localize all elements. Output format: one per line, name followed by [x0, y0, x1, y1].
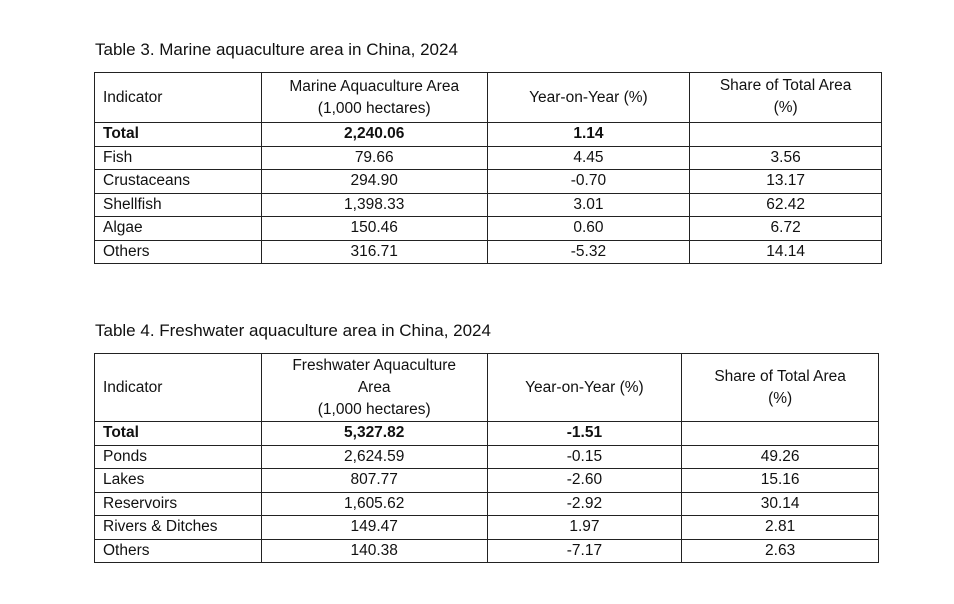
cell-area: 2,240.06 [261, 123, 487, 147]
header-share-line: Share of Total Area [719, 77, 852, 94]
header-area-line: (1,000 hectares) [317, 99, 431, 117]
cell-area: 1,398.33 [261, 193, 487, 217]
cell-area: 316.71 [261, 240, 487, 264]
table-row [95, 217, 882, 241]
header-share-line: (%) [768, 389, 793, 407]
cell-area: 5,327.82 [261, 422, 487, 446]
header-area [261, 73, 487, 123]
cell-yoy: 4.45 [487, 146, 690, 170]
cell-indicator: Total [95, 422, 262, 446]
cell-share: 2.63 [682, 539, 879, 563]
cell-indicator: Reservoirs [95, 492, 262, 516]
table-row [95, 146, 882, 170]
cell-share: 6.72 [690, 217, 882, 241]
cell-area: 149.47 [261, 516, 487, 540]
cell-share [682, 422, 879, 446]
cell-yoy: -5.32 [487, 240, 690, 264]
cell-indicator: Ponds [95, 445, 262, 469]
cell-area: 150.46 [261, 217, 487, 241]
table-row [95, 170, 882, 194]
cell-area: 294.90 [261, 170, 487, 194]
header-area [261, 354, 487, 422]
cell-share: 49.26 [682, 445, 879, 469]
header-share-line: Share of Total Area [714, 367, 846, 385]
header-share [682, 354, 879, 422]
cell-share: 13.17 [690, 170, 882, 194]
table-row [95, 492, 879, 516]
cell-area: 2,624.59 [261, 445, 487, 469]
table-row [95, 240, 882, 264]
cell-share: 62.42 [690, 193, 882, 217]
table-header-row [95, 354, 879, 422]
cell-yoy: -7.17 [487, 539, 682, 563]
table-row [95, 193, 882, 217]
table-row [95, 516, 879, 540]
header-area-line: Marine Aquaculture Area [289, 77, 460, 95]
cell-share: 30.14 [682, 492, 879, 516]
cell-indicator: Crustaceans [95, 170, 262, 194]
cell-yoy: -1.51 [487, 422, 682, 446]
cell-indicator: Lakes [95, 469, 262, 493]
cell-yoy: -0.70 [487, 170, 690, 194]
table-row [95, 445, 879, 469]
header-area-line: Area [357, 378, 391, 396]
cell-indicator: Algae [95, 217, 262, 241]
cell-yoy: -0.15 [487, 445, 682, 469]
cell-share: 2.81 [682, 516, 879, 540]
freshwater-aquaculture-table [94, 353, 879, 563]
table-row [95, 539, 879, 563]
table-row-total [95, 123, 882, 147]
cell-area: 807.77 [261, 469, 487, 493]
cell-indicator: Shellfish [95, 193, 262, 217]
cell-yoy: -2.92 [487, 492, 682, 516]
table-3-caption: Table 3. Marine aquaculture area in China, 2024 [95, 40, 458, 59]
cell-indicator: Others [95, 539, 262, 563]
cell-yoy: 3.01 [487, 193, 690, 217]
cell-indicator: Total [95, 123, 262, 147]
cell-yoy: 1.14 [487, 123, 690, 147]
header-yoy: Year-on-Year (%) [487, 73, 690, 123]
table-row-total [95, 422, 879, 446]
header-yoy: Year-on-Year (%) [487, 354, 682, 422]
cell-yoy: -2.60 [487, 469, 682, 493]
cell-area: 1,605.62 [261, 492, 487, 516]
cell-yoy: 1.97 [487, 516, 682, 540]
header-area-line: Freshwater Aquaculture [292, 356, 457, 374]
table-row [95, 469, 879, 493]
header-share-line: (%) [773, 99, 798, 116]
cell-yoy: 0.60 [487, 217, 690, 241]
cell-share: 3.56 [690, 146, 882, 170]
header-indicator: Indicator [95, 73, 262, 123]
marine-aquaculture-table [94, 72, 882, 264]
header-indicator: Indicator [95, 354, 262, 422]
cell-indicator: Others [95, 240, 262, 264]
cell-area: 79.66 [261, 146, 487, 170]
table-header-row [95, 73, 882, 123]
cell-share: 15.16 [682, 469, 879, 493]
cell-indicator: Rivers & Ditches [95, 516, 262, 540]
cell-indicator: Fish [95, 146, 262, 170]
header-area-line: (1,000 hectares) [317, 400, 431, 418]
table-4-caption: Table 4. Freshwater aquaculture area in China, 2024 [95, 321, 491, 340]
cell-share: 14.14 [690, 240, 882, 264]
cell-area: 140.38 [261, 539, 487, 563]
cell-share [690, 123, 882, 147]
header-share [690, 73, 882, 123]
